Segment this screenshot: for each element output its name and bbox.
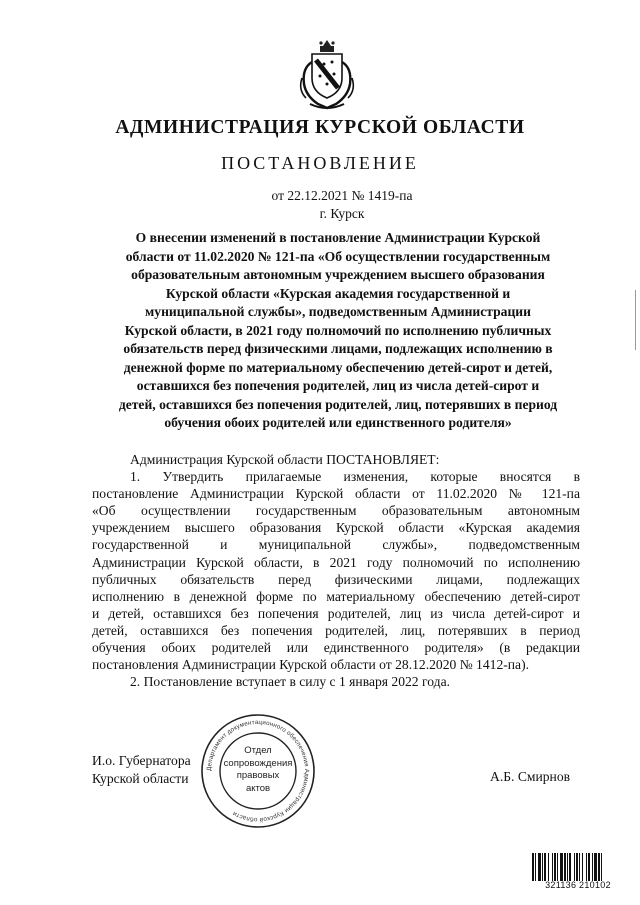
body-line: публичных обязательств перед физическими лицами, подлежащих	[92, 571, 580, 587]
subject-line: оставшихся без попечения родителей, лиц из числа детей-сирот и	[136, 378, 540, 393]
barcode-bar	[592, 853, 593, 881]
subject-line: Курской области, в 2021 году полномочий по исполнению публичных	[124, 322, 552, 338]
body-line: Администрации Курской области, в 2021 году полномочий по исполнению	[92, 554, 580, 570]
barcode-bar	[574, 853, 575, 881]
body-line: постановление Администрации Курской области от 11.02.2020 № 121-па	[92, 486, 580, 502]
subject-line: муниципальной службы», подведомственным Администрации	[145, 304, 531, 319]
stamp-line: сопровождения	[223, 757, 293, 769]
subject-line: образовательным автономным учреждением высшего образования	[131, 267, 545, 282]
barcode-bar	[564, 853, 566, 881]
stamp-line: Отдел	[244, 745, 272, 756]
barcode-bar	[535, 853, 536, 881]
subject-line: обязательств перед физическими лицами, подлежащих исполнению в	[123, 341, 553, 356]
signatory-name: А.Б. Смирнов	[490, 769, 571, 784]
subject-line: денежной форме по материальному обеспечению детей-сирот и детей,	[123, 359, 553, 375]
subject-line: О внесении изменений в постановление Администрации Курской	[135, 230, 541, 245]
barcode-bar	[579, 853, 580, 881]
subject-line: обучения обоих родителей или единственного родителя»	[164, 415, 512, 430]
body-line: и детей, оставшихся без попечения родителей, лиц из числа детей-сирот и	[92, 605, 580, 621]
subject-line: Курской области «Курская академия государственной и	[165, 285, 511, 301]
barcode-bar	[560, 853, 563, 881]
barcode-bar	[542, 853, 543, 881]
barcode-bar	[576, 853, 578, 881]
barcode-number: 321136 210102	[545, 880, 611, 890]
barcode-bar	[567, 853, 568, 881]
signatory-position-line: Курской области	[92, 770, 189, 786]
barcode-bar	[554, 853, 556, 881]
barcode-bar	[601, 853, 602, 881]
coat-of-arms-emblem	[296, 38, 358, 112]
signatory-position	[92, 752, 191, 787]
barcode-bar	[544, 853, 546, 881]
barcode-bar	[532, 853, 534, 881]
subject-line: области от 11.02.2020 № 121-па «Об осуществлении государственным	[125, 248, 551, 264]
barcode	[532, 853, 624, 881]
body-line: 1. Утвердить прилагаемые изменения, которые вносятся в	[130, 469, 580, 485]
barcode-bar	[569, 853, 571, 881]
document-subject	[94, 229, 582, 433]
document-body	[92, 451, 580, 690]
stamp-line: актов	[245, 782, 271, 794]
stamp-inner-text	[218, 745, 298, 795]
organization-title: АДМИНИСТРАЦИЯ КУРСКОЙ ОБЛАСТИ	[115, 117, 525, 138]
body-line: государственной и муниципальной службы», подведомственным	[92, 537, 580, 553]
body-line: обучения обоих родителей или единственного родителя» (в редакции	[92, 640, 580, 656]
subject-line: детей, оставшихся без попечения родителей, лиц, потерявших в период	[118, 396, 558, 412]
scan-edge-mark	[635, 290, 636, 350]
barcode-bar	[548, 853, 549, 881]
document-date-number: от 22.12.2021 № 1419-па	[271, 188, 413, 203]
body-line: «Об осуществлении государственным образовательным автономным	[92, 503, 580, 519]
document-city: г. Курск	[319, 206, 365, 221]
barcode-bar	[538, 853, 541, 881]
signatory-position-line: И.о. Губернатора	[92, 753, 191, 768]
barcode-bar	[598, 853, 600, 881]
svg-text:Департамент документационного: Департамент документационного обеспечения Администрации Курской области	[205, 718, 311, 824]
barcode-bar	[552, 853, 553, 881]
document-type: ПОСТАНОВЛЕНИЕ	[221, 153, 419, 173]
barcode-bar	[588, 853, 590, 881]
body-line: Администрация Курской области ПОСТАНОВЛЯЕТ:	[130, 452, 440, 467]
body-line: учреждением высшего образования Курской области «Курская академия	[92, 520, 580, 536]
body-line: 2. Постановление вступает в силу с 1 января 2022 года.	[130, 674, 450, 690]
body-line: исполнению в денежной форме по материальному обеспечению детей-сирот	[92, 588, 580, 604]
barcode-bar	[582, 853, 583, 881]
body-line: детей, оставшихся без попечения родителей, лиц, потерявших в период	[92, 622, 580, 638]
stamp-line: правовых	[236, 770, 280, 781]
barcode-bar	[557, 853, 558, 881]
barcode-bar	[586, 853, 587, 881]
barcode-bar	[594, 853, 597, 881]
body-line: постановления Администрации Курской области от 28.12.2020 № 1412-па).	[92, 657, 530, 673]
